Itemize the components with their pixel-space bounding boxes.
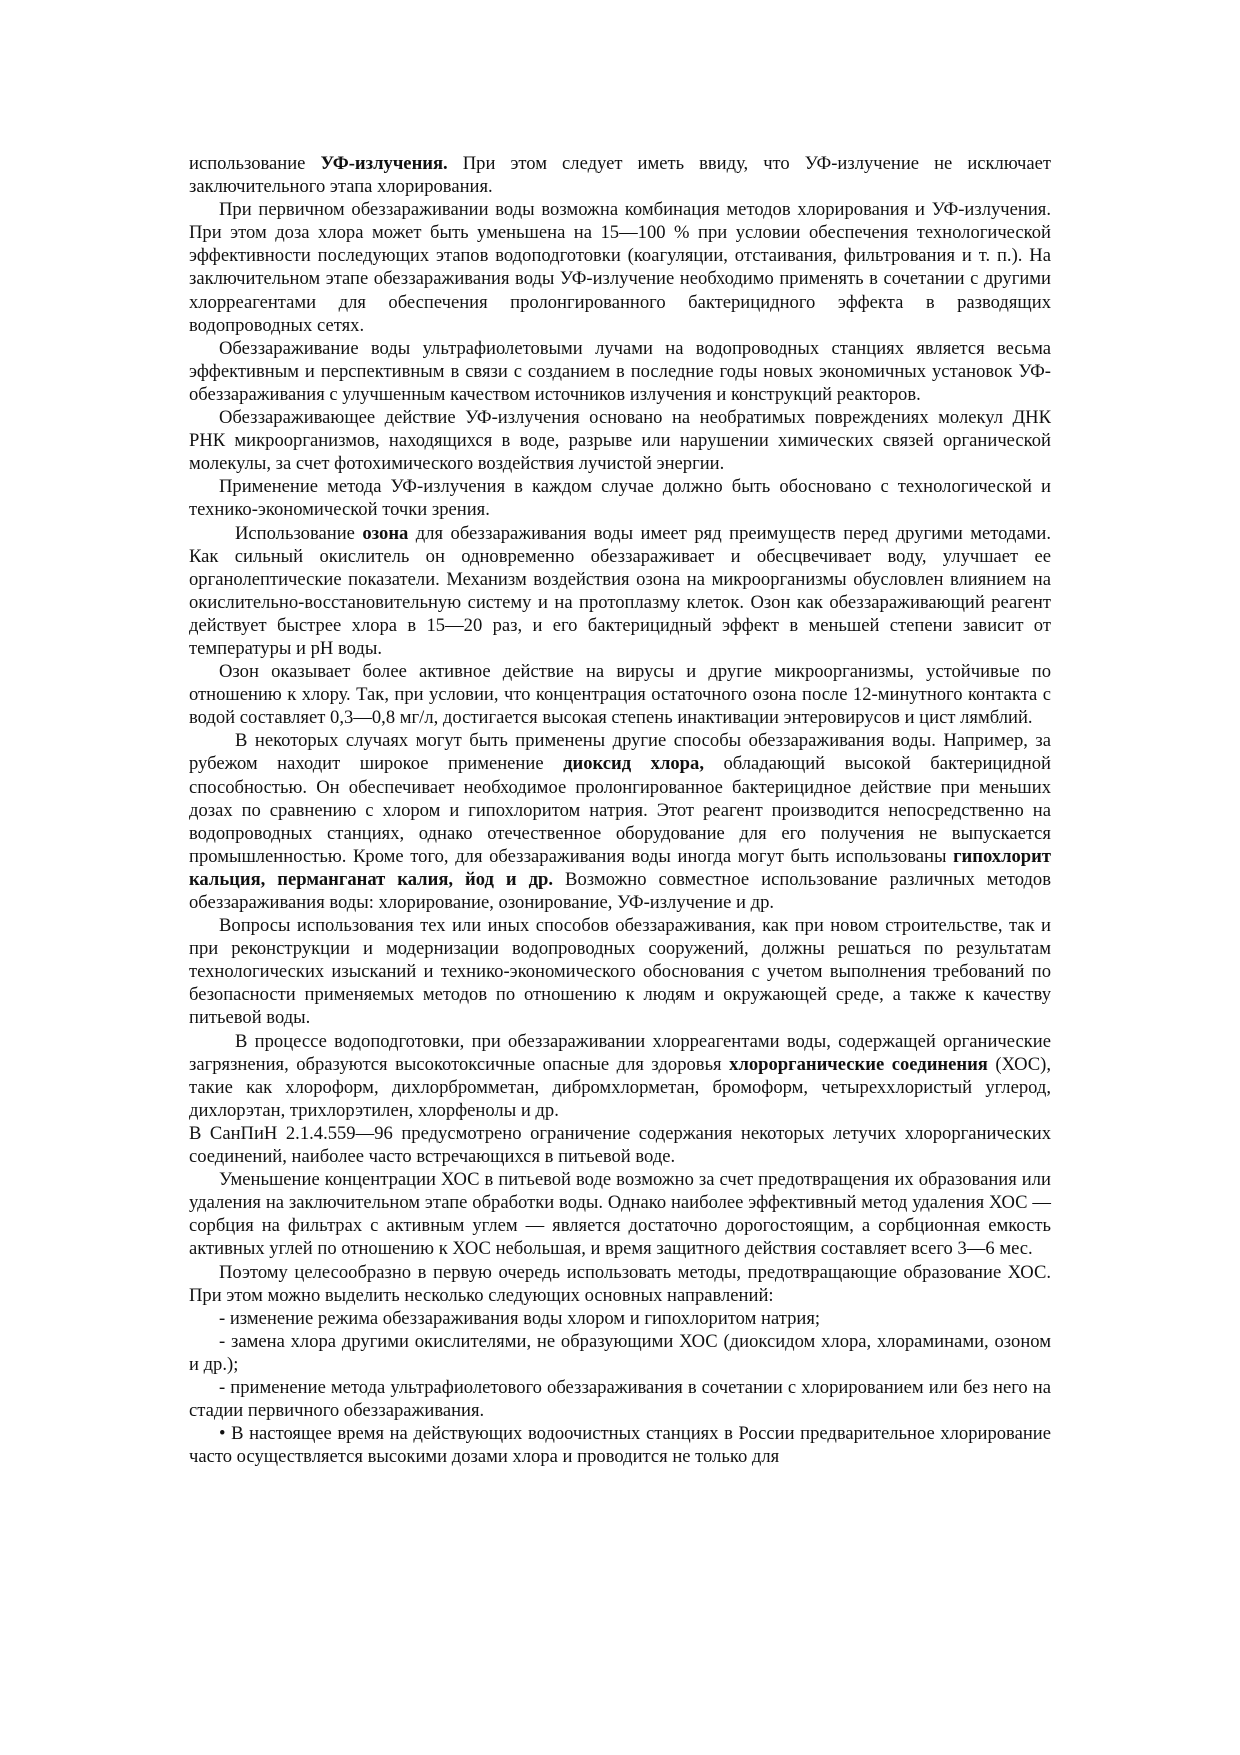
paragraph [189, 152, 1051, 198]
paragraph-text: обладающий высокой бактерицидной способностью. Он обеспечивает необходимое пролонгированное бактерицидное действие при меньших дозах по сравнению с хлором и гипохлоритом натрия. Этот реагент производится непосредственно на водопроводных станциях, однако отечественное оборудование для его получения не выпускается промышленностью. Кроме того, для обеззараживания воды иногда могут быть использованы [189, 753, 1051, 867]
bold-term: озона [362, 522, 409, 544]
paragraph: Обеззараживающее действие УФ-излучения основано на необратимых повреждениях молекул ДНК РНК микроорганизмов, находящихся в воде, разрыве или нарушении химических связей органической молекулы, за счет фотохимического воздействия лучистой энергии. [189, 407, 1051, 475]
paragraph-text: для обеззараживания воды имеет ряд преимуществ перед другими методами. Как сильный окислитель он одновременно обеззараживает и обесцвечивает воду, улучшает ее органолептические показатели. Механизм воздействия озона на микроорганизмы обусловлен влиянием на окислительно-восстановительную систему и на протоплазму клеток. Озон как обеззараживающий реагент действует быстрее хлора в 15—20 раз, и его бактерицидный эффект в меньшей степени зависит от температуры и pH воды. [189, 522, 1051, 659]
paragraph: Поэтому целесообразно в первую очередь использовать методы, предотвращающие образование ХОС. При этом можно выделить несколько следующих основных направлений: [189, 1261, 1051, 1306]
paragraph: Уменьшение концентрации ХОС в питьевой воде возможно за счет предотвращения их образования или удаления на заключительном этапе обработки воды. Однако наиболее эффективный метод удаления ХОС — сорбция на фильтрах с активным углем — является достаточно дорогостоящим, а сорбционная емкость активных углей по отношению к ХОС небольшая, и время защитного действия составляет всего 3—6 мес. [189, 1169, 1051, 1260]
paragraph: Озон оказывает более активное действие на вирусы и другие микроорганизмы, устойчивые по отношению к хлору. Так, при условии, что концентрация остаточного озона после 12-минутного контакта с водой составляет 0,3—0,8 мг/л, достигается высокая степень инактивации энтеровирусов и цист лямблий. [189, 661, 1051, 729]
paragraph: Применение метода УФ-излучения в каждом случае должно быть обосновано с технологической и технико-экономической точки зрения. [189, 476, 1051, 521]
list-item: - изменение режима обеззараживания воды хлором и гипохлоритом натрия; [219, 1307, 821, 1329]
document-page [189, 152, 1051, 1468]
paragraph-text: В некоторых случаях могут быть применены другие способы обеззараживания воды. Например, за рубежом находит широкое применение [189, 730, 1051, 775]
paragraph-text: Использование [235, 522, 363, 544]
paragraph [189, 522, 1051, 661]
bold-term: гипохлорит кальция, перманганат калия, йод и др. [189, 845, 1051, 890]
paragraph: • В настоящее время на действующих водоочистных станциях в России предварительное хлорирование часто осуществляется высокими дозами хлора и проводится не только для [189, 1423, 1051, 1468]
paragraph-text: использование [189, 153, 321, 174]
paragraph: В СанПиН 2.1.4.559—96 предусмотрено ограничение содержания некоторых летучих хлорорганических соединений, наиболее часто встречающихся в питьевой воде. [189, 1122, 1051, 1168]
paragraph-text: При этом следует иметь ввиду, что УФ-излучение не исключает заключительного этапа хлорирования. [189, 153, 1051, 198]
paragraph-text: В процессе водоподготовки, при обеззараживании хлорреагентами воды, содержащей органические загрязнения, образуются высокотоксичные опасные для здоровья [189, 1030, 1051, 1075]
bold-term: хлорорганические соединения [729, 1053, 988, 1075]
paragraph: Обеззараживание воды ультрафиолетовыми лучами на водопроводных станциях является весьма эффективным и перспективным в связи с созданием в последние годы новых экономичных установок УФ-обеззараживания с улучшенным качеством источников излучения и конструкций реакторов. [189, 337, 1051, 405]
paragraph: При первичном обеззараживании воды возможна комбинация методов хлорирования и УФ-излучения. При этом доза хлора может быть уменьшена на 15—100 % при условии обеспечения технологической эффективности последующих этапов водоподготовки (коагуляции, отстаивания, фильтрования и т. п.). На заключительном этапе обеззараживания воды УФ-излучение необходимо применять в сочетании с другими хлорреагентами для обеспечения пролонгированного бактерицидного эффекта в разводящих водопроводных сетях. [189, 199, 1051, 336]
bold-term: УФ-излучения. [320, 153, 448, 174]
bold-term: диоксид хлора, [563, 753, 704, 775]
list-item: - замена хлора другими окислителями, не образующими ХОС (диоксидом хлора, хлораминами, озоном и др.); [189, 1330, 1051, 1375]
paragraph-text: Возможно совместное использование различных методов обеззараживания воды: хлорирование, озонирование, УФ-излучение и др. [189, 868, 1051, 913]
list-item: - применение метода ультрафиолетового обеззараживания в сочетании с хлорированием или без него на стадии первичного обеззараживания. [189, 1376, 1051, 1422]
paragraph-text: (ХОС), такие как хлороформ, дихлорбромметан, дибромхлорметан, бромоформ, четыреххлористый углерод, дихлорэтан, трихлорэтилен, хлорфенолы и др. [189, 1053, 1051, 1121]
paragraph: Вопросы использования тех или иных способов обеззараживания, как при новом строительстве, так и при реконструкции и модернизации водопроводных сооружений, должны решаться по результатам технологических изысканий и технико-экономического обоснования с учетом выполнения требований по безопасности применяемых методов по отношению к людям и окружающей среде, а также к качеству питьевой воды. [189, 915, 1051, 1029]
paragraph [189, 729, 1051, 914]
paragraph [189, 1030, 1051, 1122]
